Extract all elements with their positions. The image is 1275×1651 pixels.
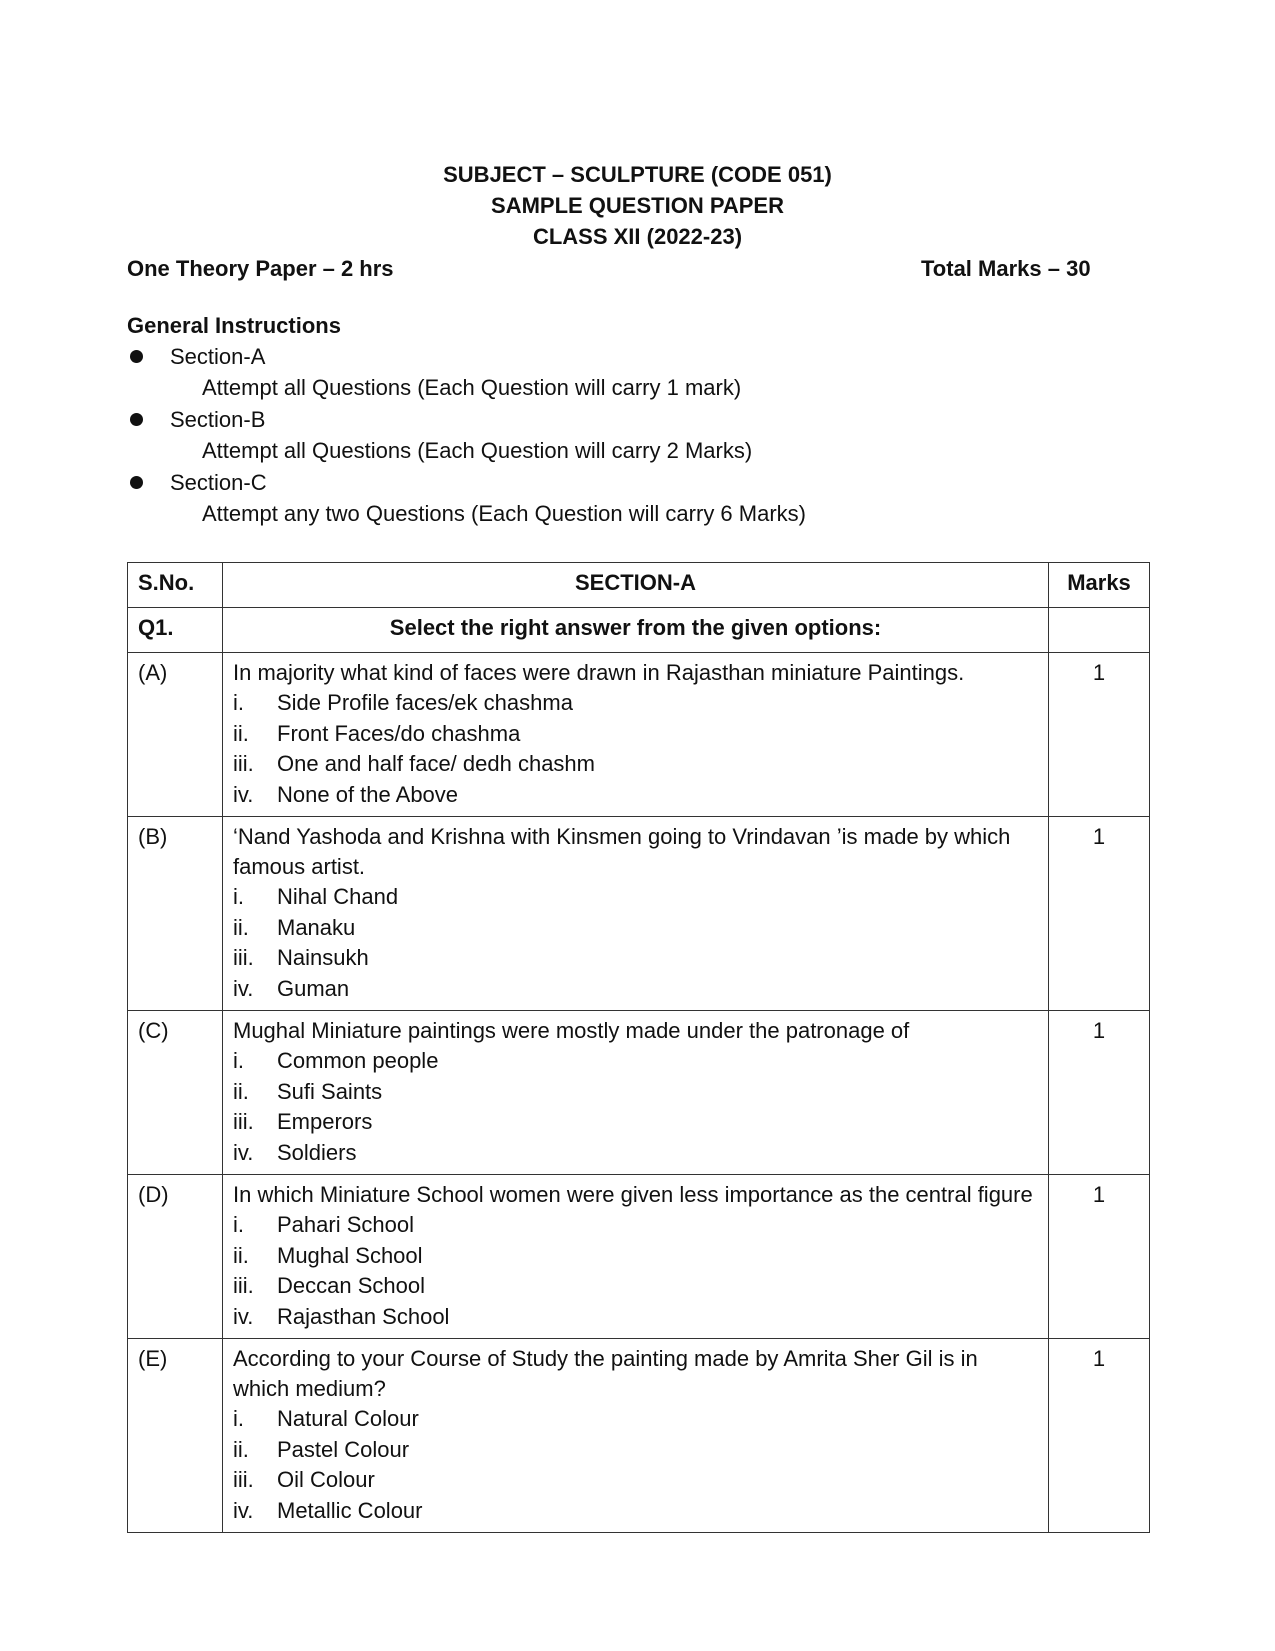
option-number: ii.	[233, 1078, 249, 1104]
option-text: Nihal Chand	[277, 884, 399, 909]
option-number: iv.	[233, 1303, 254, 1329]
option-text: Common people	[277, 1048, 439, 1073]
option-text: Sufi Saints	[277, 1078, 383, 1104]
instruction-label: Section-C	[170, 470, 267, 495]
option-text: Natural Colour	[277, 1406, 419, 1431]
total-marks: Total Marks – 30	[921, 256, 1091, 281]
paper-duration: One Theory Paper – 2 hrs	[127, 256, 394, 281]
option-number: i.	[233, 690, 244, 715]
option-item	[233, 913, 1038, 944]
question-marks: 1	[1049, 653, 1150, 817]
option-number: i.	[233, 884, 244, 909]
option-text: Soldiers	[277, 1139, 357, 1165]
option-text: Mughal School	[277, 1242, 423, 1268]
question-cell	[223, 817, 1049, 1011]
option-number: i.	[233, 1048, 244, 1073]
table-row	[128, 653, 1150, 817]
option-number: iv.	[233, 1497, 254, 1523]
option-number: i.	[233, 1212, 244, 1237]
question-text: According to your Course of Study the painting made by Amrita Sher Gil is in which medium?	[233, 1346, 978, 1401]
option-number: iv.	[233, 781, 254, 807]
table-row	[128, 1011, 1150, 1175]
question-text: Mughal Miniature paintings were mostly made under the patronage of	[233, 1018, 910, 1043]
option-item	[233, 1210, 1038, 1241]
question-cell	[223, 1175, 1049, 1339]
option-item	[233, 974, 1038, 1005]
option-text: Manaku	[277, 914, 356, 940]
question-cell	[223, 1011, 1049, 1175]
subject-title: SUBJECT – SCULPTURE (CODE 051)	[443, 162, 832, 187]
option-number: ii.	[233, 1242, 249, 1268]
instruction-text: Attempt all Questions (Each Question will carry 2 Marks)	[202, 438, 753, 463]
option-item	[233, 1271, 1038, 1302]
question-number: Q1.	[128, 608, 223, 653]
question-marks: 1	[1049, 1339, 1150, 1533]
section-header: SECTION-A	[223, 563, 1049, 608]
question-text: ‘Nand Yashoda and Krishna with Kinsmen going to Vrindavan ’is made by which famous artist.	[233, 824, 1011, 879]
option-item	[233, 1241, 1038, 1272]
option-item	[233, 943, 1038, 974]
option-item	[233, 882, 1038, 913]
bullet-icon	[130, 413, 143, 426]
option-number: iii.	[233, 1467, 254, 1492]
question-id: (A)	[128, 653, 223, 817]
general-instructions-title: General Instructions	[127, 313, 341, 338]
question-cell	[223, 653, 1049, 817]
option-text: Emperors	[277, 1109, 373, 1134]
table-header-row	[128, 563, 1150, 608]
section-a-table	[127, 562, 1150, 1533]
option-item	[233, 688, 1038, 719]
bullet-icon	[130, 350, 143, 363]
option-text: Nainsukh	[277, 945, 369, 970]
paper-title: SAMPLE QUESTION PAPER	[491, 193, 784, 218]
question-id: (B)	[128, 817, 223, 1011]
option-text: Front Faces/do chashma	[277, 720, 521, 746]
option-number: i.	[233, 1406, 244, 1431]
option-number: iv.	[233, 975, 254, 1001]
option-item	[233, 1435, 1038, 1466]
option-number: iii.	[233, 1273, 254, 1298]
option-number: ii.	[233, 1436, 249, 1462]
question-instruction: Select the right answer from the given options:	[223, 608, 1049, 653]
option-text: Rajasthan School	[277, 1303, 450, 1329]
option-item	[233, 749, 1038, 780]
marks-header: Marks	[1049, 563, 1150, 608]
question-id: (D)	[128, 1175, 223, 1339]
option-item	[233, 719, 1038, 750]
option-item	[233, 780, 1038, 811]
option-text: Metallic Colour	[277, 1497, 423, 1523]
option-text: Pahari School	[277, 1212, 414, 1237]
option-text: Oil Colour	[277, 1467, 375, 1492]
option-number: iii.	[233, 945, 254, 970]
option-text: Pastel Colour	[277, 1436, 410, 1462]
option-text: Side Profile faces/ek chashma	[277, 690, 573, 715]
question-marks: 1	[1049, 1011, 1150, 1175]
instruction-label: Section-A	[170, 344, 266, 369]
option-text: One and half face/ dedh chashm	[277, 751, 595, 776]
question-marks: 1	[1049, 1175, 1150, 1339]
question-text: In majority what kind of faces were drawn in Rajasthan miniature Paintings.	[233, 660, 965, 685]
option-text: Guman	[277, 975, 350, 1001]
question-id: (E)	[128, 1339, 223, 1533]
instruction-text: Attempt all Questions (Each Question will carry 1 mark)	[202, 375, 742, 400]
option-number: ii.	[233, 914, 249, 940]
option-number: iii.	[233, 751, 254, 776]
q1-row	[128, 608, 1150, 653]
option-item	[233, 1496, 1038, 1527]
marks-cell	[1049, 608, 1150, 653]
question-marks: 1	[1049, 817, 1150, 1011]
option-text: Deccan School	[277, 1273, 425, 1298]
question-text: In which Miniature School women were given less importance as the central figure	[233, 1182, 1033, 1207]
sno-header: S.No.	[128, 563, 223, 608]
option-item	[233, 1077, 1038, 1108]
instruction-text: Attempt any two Questions (Each Question will carry 6 Marks)	[202, 501, 806, 526]
question-cell	[223, 1339, 1049, 1533]
question-id: (C)	[128, 1011, 223, 1175]
class-title: CLASS XII (2022-23)	[532, 224, 743, 249]
table-row	[128, 1339, 1150, 1533]
option-item	[233, 1046, 1038, 1077]
option-item	[233, 1465, 1038, 1496]
option-item	[233, 1107, 1038, 1138]
option-text: None of the Above	[277, 781, 459, 807]
option-number: iv.	[233, 1139, 254, 1165]
option-number: iii.	[233, 1109, 254, 1134]
instruction-label: Section-B	[170, 407, 266, 432]
table-row	[128, 1175, 1150, 1339]
bullet-icon	[130, 476, 143, 489]
option-number: ii.	[233, 720, 249, 746]
option-item	[233, 1404, 1038, 1435]
option-item	[233, 1138, 1038, 1169]
table-row	[128, 817, 1150, 1011]
option-item	[233, 1302, 1038, 1333]
